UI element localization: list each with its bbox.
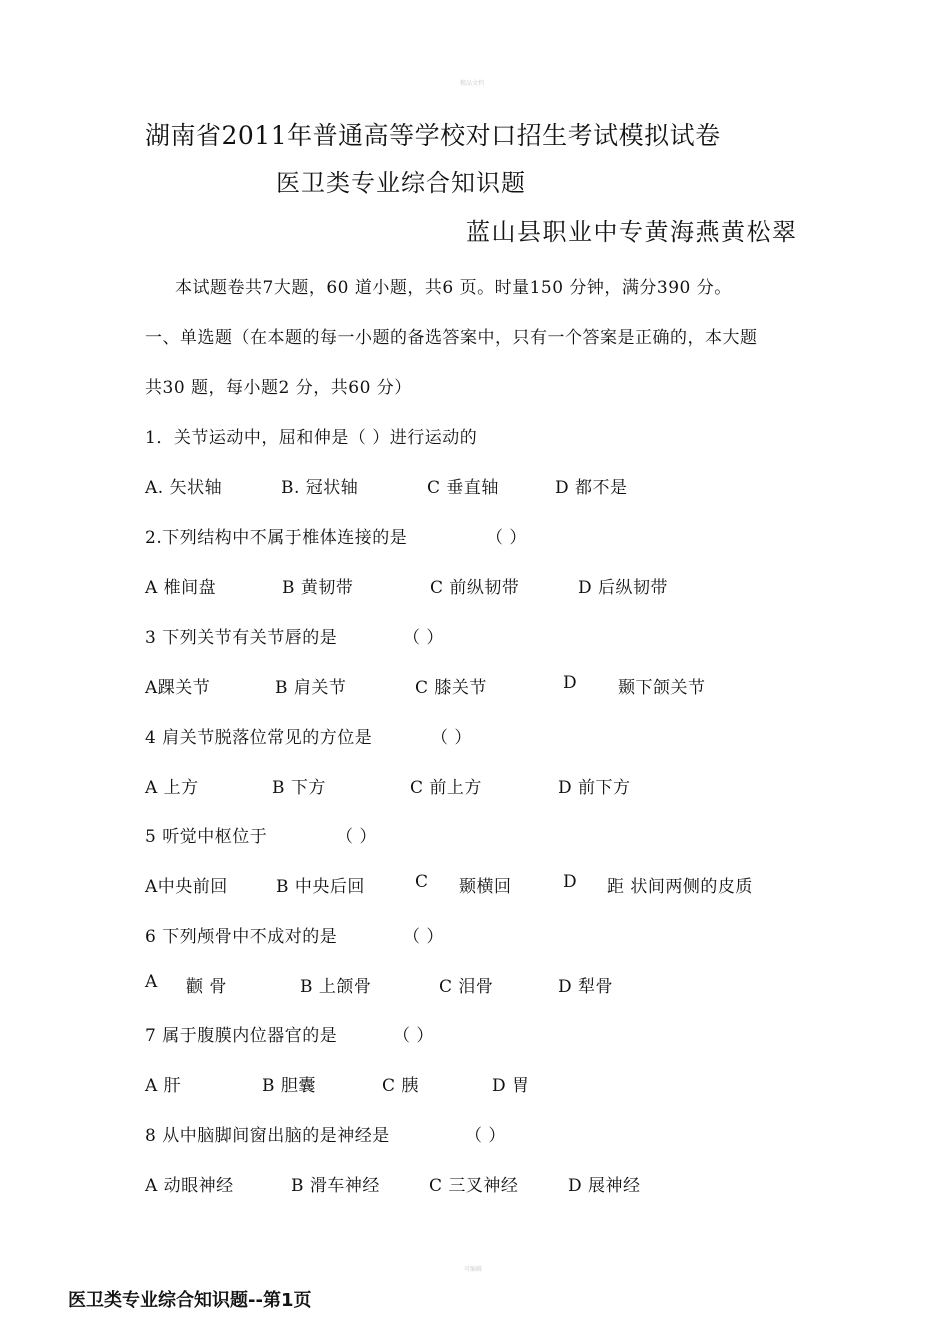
option-b: B 黄韧带 [282, 578, 354, 598]
question-text: 8 从中脑脚间窗出脑的是神经是 [145, 1126, 390, 1146]
options-1 [145, 473, 845, 497]
option-a-text: 颧 骨 [186, 977, 227, 997]
question-text: 2.下列结构中不属于椎体连接的是 [145, 528, 408, 548]
exam-intro: 本试题卷共7大题，60 道小题，共6 页。时量150 分钟，满分390 分。 [175, 278, 732, 298]
option-d-letter: D [563, 872, 578, 892]
answer-blank: （ ） [336, 827, 377, 847]
watermark-top: 精品文档 [460, 80, 485, 87]
option-c-letter: C [415, 872, 429, 892]
option-c: C 前纵韧带 [430, 578, 520, 598]
question-text: 1．关节运动中，屈和伸是（ ）进行运动的 [145, 428, 478, 448]
option-c: C 胰 [382, 1076, 419, 1096]
option-d: D 犁骨 [558, 977, 614, 997]
options-4 [145, 773, 845, 797]
question-text: 7 属于腹膜内位器官的是 [145, 1026, 338, 1046]
answer-blank: （ ） [431, 728, 472, 748]
options-3 [145, 673, 845, 697]
option-b: B 滑车神经 [291, 1176, 380, 1196]
option-a: A 动眼神经 [145, 1176, 234, 1196]
question-7 [145, 1021, 434, 1046]
option-b: B 肩关节 [275, 678, 347, 698]
option-d: D 展神经 [568, 1176, 641, 1196]
options-2 [145, 573, 845, 597]
question-1 [145, 423, 477, 448]
question-text: 5 听觉中枢位于 [145, 827, 268, 847]
option-c: C 垂直轴 [427, 478, 499, 498]
option-d: D 都不是 [555, 478, 628, 498]
option-a-letter: A [145, 972, 158, 992]
option-b: B 上颌骨 [300, 977, 372, 997]
options-5 [145, 872, 845, 896]
question-2 [145, 523, 527, 548]
answer-blank: （ ） [403, 927, 444, 947]
option-c-text: 颞横回 [459, 877, 512, 897]
option-d-text: 距 状间两侧的皮质 [607, 877, 753, 897]
options-7 [145, 1071, 845, 1095]
answer-blank: （ ） [486, 528, 527, 548]
option-a: A 肝 [145, 1076, 182, 1096]
section-heading-line1: 一、单选题（在本题的每一小题的备选答案中，只有一个答案是正确的，本大题 [145, 328, 758, 348]
question-text: 6 下列颅骨中不成对的是 [145, 927, 338, 947]
exam-title: 湖南省2011年普通高等学校对口招生考试模拟试卷 [145, 121, 721, 150]
question-3 [145, 623, 444, 648]
watermark-bottom: 可编辑 [464, 1266, 483, 1273]
question-text: 3 下列关节有关节唇的是 [145, 628, 338, 648]
option-d: D 胃 [492, 1076, 530, 1096]
question-5 [145, 822, 377, 847]
option-a: A踝关节 [145, 678, 211, 698]
option-c: C 膝关节 [415, 678, 487, 698]
answer-blank: （ ） [403, 628, 444, 648]
option-b: B 中央后回 [276, 877, 365, 897]
option-c: C 三叉神经 [429, 1176, 519, 1196]
option-a: A. 矢状轴 [145, 478, 223, 498]
question-4 [145, 723, 472, 748]
option-c: C 泪骨 [439, 977, 494, 997]
section-heading-line2: 共30 题，每小题2 分，共60 分） [145, 378, 412, 398]
exam-author: 蓝山县职业中专黄海燕黄松翠 [466, 218, 798, 246]
option-b: B 胆囊 [262, 1076, 316, 1096]
option-d: D 前下方 [558, 778, 631, 798]
answer-blank: （ ） [393, 1026, 434, 1046]
options-6 [145, 972, 845, 996]
answer-blank: （ ） [465, 1126, 506, 1146]
question-6 [145, 922, 444, 947]
page-footer: 医卫类专业综合知识题--第1页 [68, 1290, 312, 1311]
question-8 [145, 1121, 506, 1146]
option-a: A 椎间盘 [145, 578, 217, 598]
option-a: A中央前回 [145, 877, 228, 897]
option-a: A 上方 [145, 778, 199, 798]
option-c: C 前上方 [410, 778, 482, 798]
exam-subtitle: 医卫类专业综合知识题 [276, 169, 526, 197]
question-text: 4 肩关节脱落位常见的方位是 [145, 728, 373, 748]
option-b: B. 冠状轴 [281, 478, 359, 498]
options-8 [145, 1171, 845, 1195]
option-b: B 下方 [272, 778, 326, 798]
option-d-text: 颞下颌关节 [618, 678, 706, 698]
option-d: D 后纵韧带 [578, 578, 669, 598]
option-d-letter: D [563, 673, 578, 693]
